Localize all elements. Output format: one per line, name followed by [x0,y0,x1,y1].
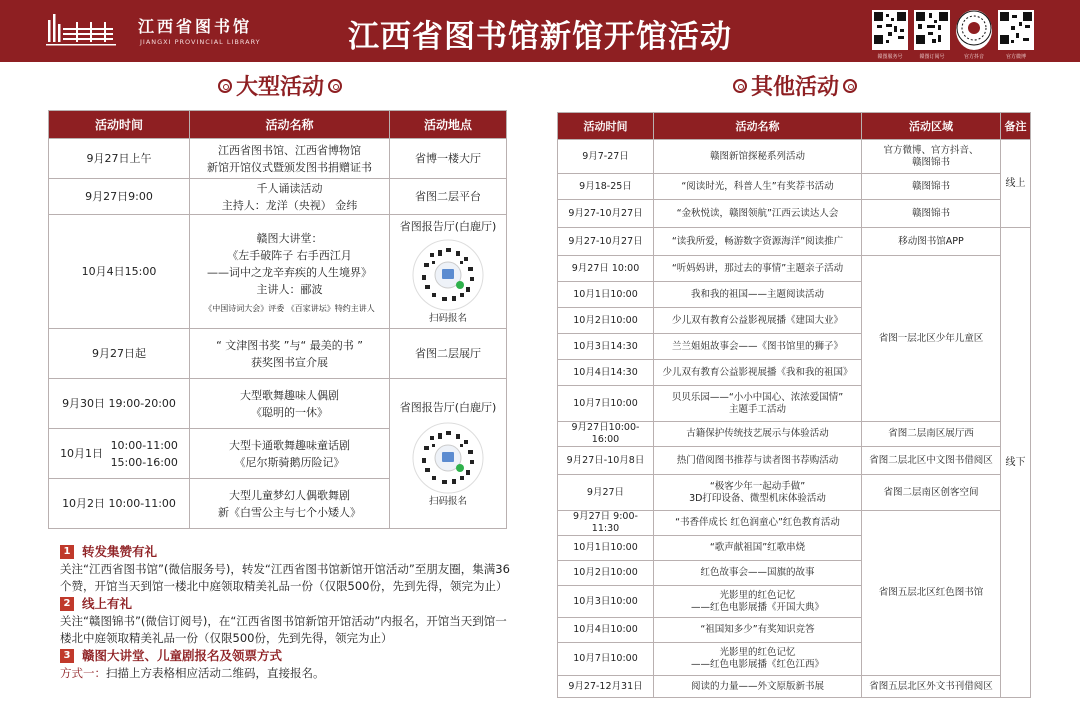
event-place-with-qr: 省图报告厅(白鹿厅) 扫码报名 [390,215,507,329]
event-area: 省图一层北区少年儿童区 [862,256,1001,422]
event-name: 赣图新馆探秘系列活动 [654,140,862,174]
event-time: 9月27日-10月8日 [558,447,654,475]
event-time: 9月27日起 [49,329,190,379]
column-header: 活动时间 [49,111,190,139]
event-time: 10月7日10:00 [558,643,654,676]
other-events-heading: 其他活动 [655,70,935,100]
other-events-table [557,112,1031,698]
table-row [558,511,1031,536]
notes-section [60,543,510,682]
event-name: “祖国知多少”有奖知识竞答 [654,618,862,643]
event-place: 省图二层展厅 [390,329,507,379]
note-body: 方式一：扫描上方表格相应活动二维码，直接报名。 [60,666,325,680]
qr-caption: 官方微博 [1005,54,1026,60]
event-name: 少儿双有教育公益影视展播《我和我的祖国》 [654,360,862,386]
table-row [558,228,1031,256]
qr-caption: 赣图服务号 [877,54,903,60]
event-name: “读我所爱，畅游数字资源海洋”阅读推广 [654,228,862,256]
column-header: 活动时间 [558,113,654,140]
event-time: 10月4日14:30 [558,360,654,386]
header-banner [0,0,1080,62]
event-name: 古籍保护传统技艺展示与体验活动 [654,422,862,447]
event-time: 10月2日10:00 [558,561,654,586]
signup-qr-code-icon[interactable] [412,422,484,494]
ring-ornament-icon [218,79,232,93]
table-row [49,379,507,429]
event-name: “歌声献祖国”红歌串烧 [654,536,862,561]
event-time: 10月2日 10:00-11:00 [49,479,190,529]
table-row [558,447,1031,475]
speaker-note: 《中国诗词大会》评委 《百家讲坛》特约主讲人 [204,303,375,313]
event-place-with-qr: 省图报告厅(白鹿厅) 扫码报名 [390,379,507,529]
event-name: 贝贝乐园——“小小中国心、浓浓爱国情” 主题手工活动 [654,386,862,422]
note-heading: 3 赣图大讲堂、儿童剧报名及领票方式 [60,647,510,665]
logo-name: 江西省图书馆 [138,17,253,36]
event-time: 9月27-12月31日 [558,676,654,698]
table-row [558,200,1031,228]
event-time: 9月27日 10:00 [558,256,654,282]
event-name: 红色故事会——国旗的故事 [654,561,862,586]
event-name: 少儿双有教育公益影视展播《建国大业》 [654,308,862,334]
major-events-heading: 大型活动 [140,70,420,100]
event-name: 我和我的祖国——主题阅读活动 [654,282,862,308]
event-area: 省图五层北区外文书刊借阅区 [862,676,1001,698]
event-time: 9月27-10月27日 [558,228,654,256]
event-name: 阅读的力量——外文原版新书展 [654,676,862,698]
table-row [558,140,1031,174]
event-name: 千人诵读活动 主持人：龙洋（央视） 金纬 [190,179,390,215]
column-header: 活动名称 [190,111,390,139]
event-name: “极客少年一起动手做” 3D打印设备、微型机床体验活动 [654,475,862,511]
event-name: “金秋悦读，赣图领航”江西云读达人会 [654,200,862,228]
ring-ornament-icon [733,79,747,93]
event-name: “ 文津图书奖 ”与“ 最美的书 ” 获奖图书宣介展 [190,329,390,379]
qr-code-icon[interactable] [914,10,950,50]
event-area: 赣图锦书 [862,200,1001,228]
event-time: 9月30日 19:00-20:00 [49,379,190,429]
event-time: 10月1日10:00 [558,536,654,561]
event-name: 赣图大讲堂： 《左手破阵子 右手西江月 ——词中之龙辛弃疾的人生境界》 主讲人：郦波 《中国诗词大会》评委 《百家讲坛》特约主讲人 [190,215,390,329]
event-area: 省图二层北区中文图书借阅区 [862,447,1001,475]
event-name: 大型歌舞趣味人偶剧 《聪明的一休》 [190,379,390,429]
note-heading: 2 线上有礼 [60,595,510,613]
ring-ornament-icon [328,79,342,93]
qr-caption: 赣图订阅号 [919,54,945,60]
offline-note: 线下 [1001,228,1031,698]
signup-qr-code-icon[interactable] [412,239,484,311]
event-time: 10月1日10:00 [558,282,654,308]
event-time: 10月3日10:00 [558,586,654,618]
table-row [558,676,1031,698]
event-time: 9月27日10:00-16:00 [558,422,654,447]
event-time: 9月27日9:00 [49,179,190,215]
table-row [558,256,1031,282]
event-time: 9月27日上午 [49,139,190,179]
event-place: 省图二层平台 [390,179,507,215]
table-header-row [558,113,1031,140]
table-row [49,215,507,329]
event-name: 大型卡通歌舞趣味童话剧 《尼尔斯骑鹅历险记》 [190,429,390,479]
event-area: 移动图书馆APP [862,228,1001,256]
table-row [49,179,507,215]
online-note: 线上 [1001,140,1031,228]
event-time: 10月4日10:00 [558,618,654,643]
table-row [558,174,1031,200]
column-header: 活动名称 [654,113,862,140]
event-time: 9月7-27日 [558,140,654,174]
ring-ornament-icon [843,79,857,93]
column-header: 备注 [1001,113,1031,140]
table-row [558,475,1031,511]
qr-code-icon[interactable] [872,10,908,50]
table-row [49,139,507,179]
note-heading: 1 转发集赞有礼 [60,543,510,561]
event-time: 10月3日14:30 [558,334,654,360]
event-place: 省博一楼大厅 [390,139,507,179]
event-area: 省图二层南区创客空间 [862,475,1001,511]
event-time: 9月27日 9:00-11:30 [558,511,654,536]
library-logo-icon [46,10,118,48]
event-time: 10月4日15:00 [49,215,190,329]
event-time: 10月1日 10:00-11:00 15:00-16:00 [49,429,190,479]
event-name: “听妈妈讲，那过去的事情”主题亲子活动 [654,256,862,282]
table-row [49,329,507,379]
event-time: 9月18-25日 [558,174,654,200]
note-body: 关注“江西省图书馆”(微信服务号)，转发“江西省图书馆新馆开馆活动”至朋友圈，集满36个赞，开馆当天到馆一楼北中庭领取精美礼品一份（仅限500份，先到先得，领完为止） [60,562,510,593]
logo-english-name: JIANGXI PROVINCIAL LIBRARY [140,38,261,46]
qr-caption: 官方抖音 [963,54,984,60]
event-name: 光影里的红色记忆 ——红色电影展播《开国大典》 [654,586,862,618]
event-time: 10月2日10:00 [558,308,654,334]
event-time: 10月7日10:00 [558,386,654,422]
event-area: 官方微博、官方抖音、 赣图锦书 [862,140,1001,174]
column-header: 活动区域 [862,113,1001,140]
event-name: 大型儿童梦幻人偶歌舞剧 新《白雪公主与七个小矮人》 [190,479,390,529]
event-name: “阅读时光，科普人生”有奖荐书活动 [654,174,862,200]
event-name: 光影里的红色记忆 ——红色电影展播《红色江西》 [654,643,862,676]
event-area: 省图二层南区展厅西 [862,422,1001,447]
event-name: “书香伴成长 红色润童心”红色教育活动 [654,511,862,536]
qr-code-icon[interactable] [998,10,1034,50]
qr-code-strip [868,10,1038,62]
column-header: 活动地点 [390,111,507,139]
event-name: 兰兰姐姐故事会——《图书馆里的狮子》 [654,334,862,360]
page-title: 江西省图书馆新馆开馆活动 [348,19,732,55]
table-header-row [49,111,507,139]
event-area: 省图五层北区红色图书馆 [862,511,1001,676]
note-body: 关注“赣图锦书”(微信订阅号)，在“江西省图书馆新馆开馆活动”内报名，开馆当天到馆一楼北中庭领取精美礼品一份（仅限500份，先到先得，领完为止） [60,614,507,645]
event-name: 热门借阅图书推荐与读者图书荐购活动 [654,447,862,475]
event-area: 赣图锦书 [862,174,1001,200]
event-name: 江西省图书馆、江西省博物馆 新馆开馆仪式暨颁发图书捐赠证书 [190,139,390,179]
event-time: 9月27日 [558,475,654,511]
tiktok-qr-icon[interactable] [956,10,992,50]
table-row [558,422,1031,447]
event-time: 9月27-10月27日 [558,200,654,228]
major-events-table [48,110,507,529]
